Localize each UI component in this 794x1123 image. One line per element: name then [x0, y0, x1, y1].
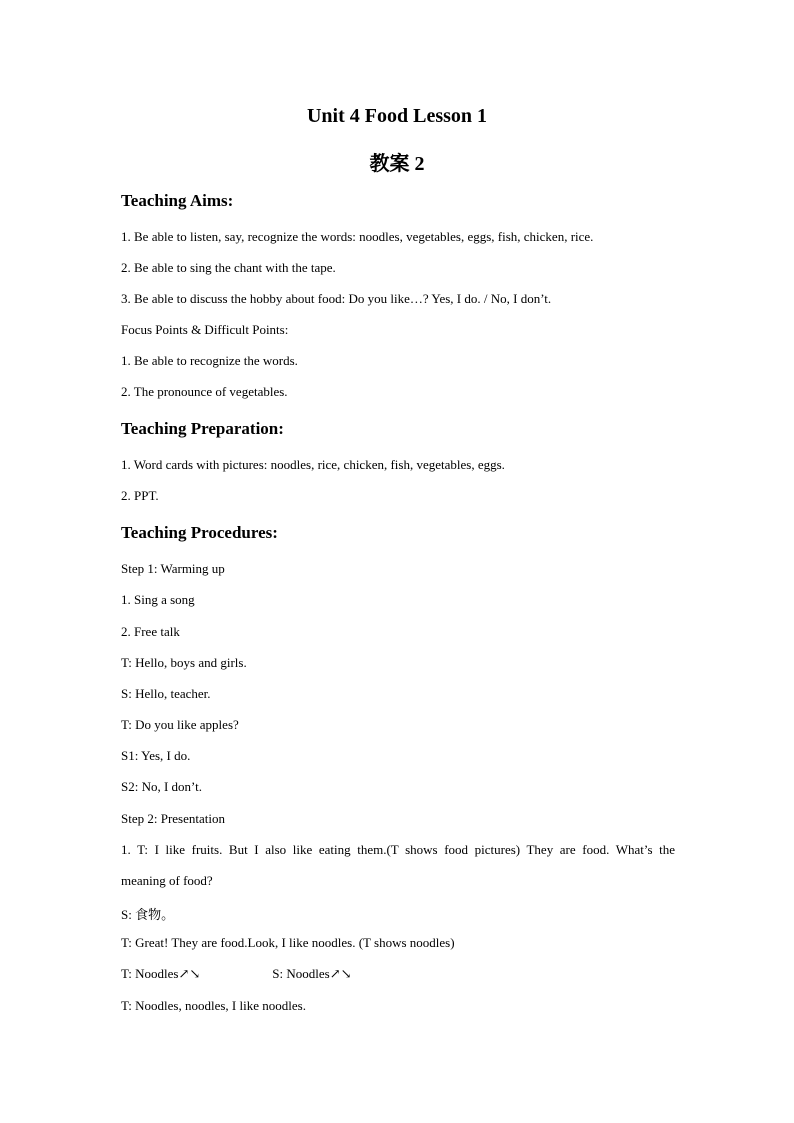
teacher-line: T: Noodles↗↘ [121, 966, 201, 981]
step-2-title: Step 2: Presentation [121, 811, 225, 826]
prep-item-1: 1. Word cards with pictures: noodles, rice, chicken, fish, vegetables, eggs. [121, 457, 505, 472]
focus-item-1: 1. Be able to recognize the words. [121, 353, 298, 368]
presentation-line [121, 966, 352, 982]
step-1-item-2: 2. Free talk [121, 624, 180, 639]
presentation-line: 1. T: I like fruits. But I also like eating them.(T shows food pictures) They are food. What’s the [121, 842, 675, 857]
focus-item-2: 2. The pronounce of vegetables. [121, 384, 288, 399]
teaching-preparation-heading: Teaching Preparation: [121, 419, 284, 438]
step-1-title: Step 1: Warming up [121, 561, 225, 576]
aims-item-3: 3. Be able to discuss the hobby about food: Do you like…? Yes, I do. / No, I don’t. [121, 291, 552, 306]
teaching-aims-heading: Teaching Aims: [121, 191, 234, 210]
dialogue-line: S2: No, I don’t. [121, 779, 203, 794]
prep-item-2: 2. PPT. [121, 488, 159, 503]
dialogue-line: T: Hello, boys and girls. [121, 655, 247, 670]
presentation-line: meaning of food? [121, 873, 213, 888]
focus-points-label: Focus Points & Difficult Points: [121, 322, 289, 337]
presentation-line: T: Noodles, noodles, I like noodles. [121, 998, 306, 1013]
aims-item-2: 2. Be able to sing the chant with the tape. [121, 260, 336, 275]
dialogue-line: S: Hello, teacher. [121, 686, 211, 701]
document-subtitle: 教案 2 [369, 153, 425, 175]
presentation-line: S: 食物。 [121, 907, 175, 922]
dialogue-line: S1: Yes, I do. [121, 748, 191, 763]
student-line: S: Noodles↗↘ [272, 966, 352, 981]
teaching-procedures-heading: Teaching Procedures: [121, 523, 278, 542]
document-title: Unit 4 Food Lesson 1 [306, 105, 488, 127]
aims-item-1: 1. Be able to listen, say, recognize the words: noodles, vegetables, eggs, fish, chicken, rice. [121, 229, 594, 244]
step-1-item-1: 1. Sing a song [121, 592, 195, 607]
presentation-line: T: Great! They are food.Look, I like noodles. (T shows noodles) [121, 935, 455, 950]
dialogue-line: T: Do you like apples? [121, 717, 239, 732]
